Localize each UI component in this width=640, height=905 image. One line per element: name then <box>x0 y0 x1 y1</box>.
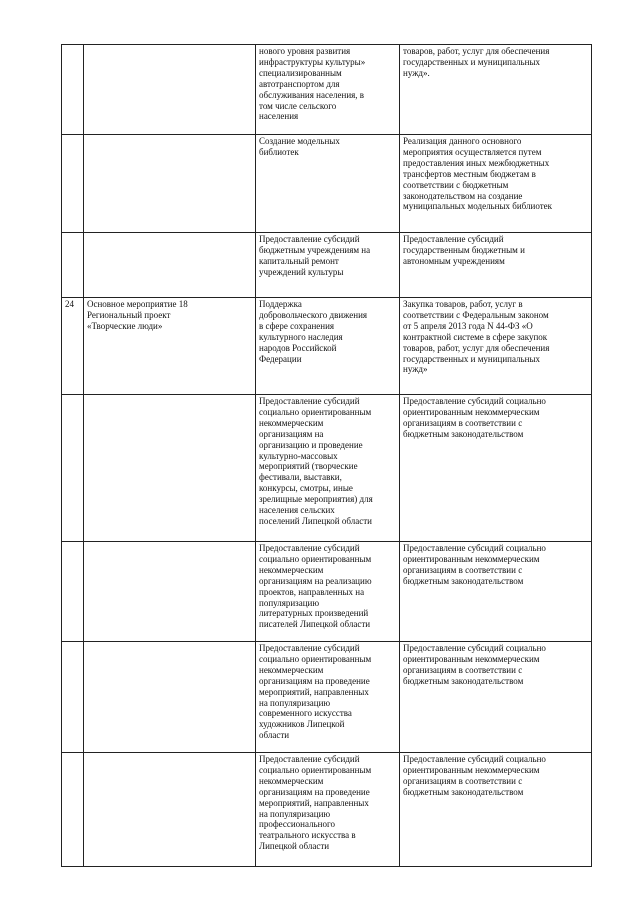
row-number-cell <box>62 395 84 542</box>
row-number-cell: 24 <box>62 298 84 395</box>
main-event-cell <box>84 753 256 867</box>
measure-cell: Предоставление субсидий бюджетным учреждениям на капитальный ремонт учреждений культуры <box>256 233 400 298</box>
description-cell: Закупка товаров, работ, услуг в соответствии с Федеральным законом от 5 апреля 2013 года N 44-ФЗ «О контрактной системе в сфере закупок товаров, работ, услуг для обеспечения государственных и муниципальных нужд» <box>400 298 592 395</box>
description-cell: Предоставление субсидий социально ориентированным некоммерческим организациям в соответствии с бюджетным законодательством <box>400 642 592 753</box>
measure-cell: Создание модельных библиотек <box>256 135 400 233</box>
measure-cell: Предоставление субсидий социально ориентированным некоммерческим организациям на организацию и проведение культурно-массовых мероприятий (творческие фестивали, выставки, конкурсы, смотры, иные зрелищные мероприятия) для населения сельских поселений Липецкой области <box>256 395 400 542</box>
description-cell: Реализация данного основного мероприятия осуществляется путем предоставления иных межбюджетных трансфертов местным бюджетам в соответствии с бюджетным законодательством на создание муниципальных модельных библиотек <box>400 135 592 233</box>
description-cell: Предоставление субсидий социально ориентированным некоммерческим организациям в соответствии с бюджетным законодательством <box>400 753 592 867</box>
description-cell: Предоставление субсидий государственным бюджетным и автономным учреждениям <box>400 233 592 298</box>
row-number-cell <box>62 542 84 642</box>
main-event-cell <box>84 395 256 542</box>
main-event-cell <box>84 45 256 135</box>
table-row <box>62 753 592 867</box>
measure-cell: Предоставление субсидий социально ориентированным некоммерческим организациям на проведение мероприятий, направленных на популяризацию современного искусства художников Липецкой области <box>256 642 400 753</box>
measure-cell: Предоставление субсидий социально ориентированным некоммерческим организациям на проведение мероприятий, направленных на популяризацию профессионального театрального искусства в Липецкой области <box>256 753 400 867</box>
table-row <box>62 395 592 542</box>
main-event-cell <box>84 233 256 298</box>
table-row <box>62 135 592 233</box>
table-row <box>62 45 592 135</box>
table-row <box>62 542 592 642</box>
row-number-cell <box>62 233 84 298</box>
measure-cell: Поддержка добровольческого движения в сфере сохранения культурного наследия народов Российской Федерации <box>256 298 400 395</box>
measures-table <box>61 44 592 867</box>
row-number-cell <box>62 642 84 753</box>
measure-cell: Предоставление субсидий социально ориентированным некоммерческим организациям на реализацию проектов, направленных на популяризацию литературных произведений писателей Липецкой области <box>256 542 400 642</box>
table-row <box>62 642 592 753</box>
table-row <box>62 298 592 395</box>
row-number-cell <box>62 753 84 867</box>
main-event-cell: Основное мероприятие 18 Региональный проект «Творческие люди» <box>84 298 256 395</box>
main-event-cell <box>84 135 256 233</box>
description-cell: Предоставление субсидий социально ориентированным некоммерческим организациям в соответствии с бюджетным законодательством <box>400 542 592 642</box>
main-event-cell <box>84 542 256 642</box>
measure-cell: нового уровня развития инфраструктуры культуры» специализированным автотранспортом для обслуживания населения, в том числе сельского населения <box>256 45 400 135</box>
description-cell: товаров, работ, услуг для обеспечения государственных и муниципальных нужд». <box>400 45 592 135</box>
row-number-cell <box>62 135 84 233</box>
main-event-cell <box>84 642 256 753</box>
row-number-cell <box>62 45 84 135</box>
table-row <box>62 233 592 298</box>
description-cell: Предоставление субсидий социально ориентированным некоммерческим организациям в соответствии с бюджетным законодательством <box>400 395 592 542</box>
